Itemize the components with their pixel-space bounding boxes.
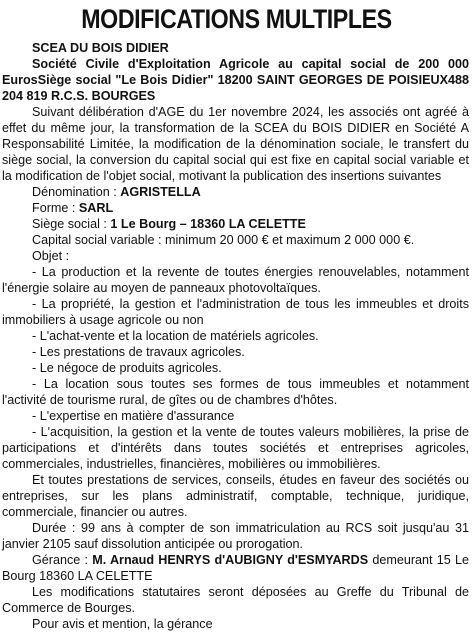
objet-item: - Les prestations de travaux agricoles. [32,345,245,359]
notice-title: MODIFICATIONS MULTIPLES [81,4,392,34]
notice-body [2,40,469,632]
objet-item: - La production et la revente de toutes énergies renouvelables, notamment l'énergie solaire au moyen de panneaux photovoltaïques. [2,265,469,295]
intro-paragraph: Suivant délibération d'AGE du 1er novembre 2024, les associés ont agréé à effet du même jour, la transformation de la SCEA du BOIS DIDIER en Société A Responsabilité Limitée, la modification de la dénomination sociale, le transfert du siège social, la conversion du capital social qui est fixe en capital social variable et la modification de l'objet social, motivant la publication des insertions suivantes [2,105,469,183]
objet-item: - La location sous toutes ses formes de tous immeubles et notamment l'activité de tourisme rural, de gîtes ou de chambres d'hôtes. [2,377,469,407]
objet-item: - La propriété, la gestion et l'administration de tous les immeubles et droits immobiliers à usage agricole ou non [2,297,469,327]
duree-paragraph: Durée : 99 ans à compter de son immatriculation au RCS soit jusqu'au 31 janvier 2105 sauf dissolution anticipée ou prorogation. [2,521,469,551]
gerant-name: M. Arnaud HENRYS d'AUBIGNY d'ESMYARDS [92,553,369,567]
forme-line [2,200,469,216]
objet-item: - L'achat-vente et la location de matériels agricoles. [32,329,319,343]
forme-value: SARL [78,201,114,215]
closing-line: Pour avis et mention, la gérance [32,617,213,631]
gerance-paragraph [2,552,469,584]
denomination-line [2,184,469,200]
company-name: SCEA DU BOIS DIDIER [32,41,169,55]
objet-label: Objet : [32,249,70,263]
prestations-paragraph: Et toutes prestations de services, conseils, études en faveur des sociétés ou entreprises, sur les plans administratif, comptable, technique, juridique, commerciale, financier ou autres. [2,473,469,519]
objet-item: - L'expertise en matière d'assurance [32,409,235,423]
denomination-label: Dénomination : [32,185,121,199]
capital-line: Capital social variable : minimum 20 000 € et maximum 2 000 000 €. [32,233,415,247]
objet-item: - L'acquisition, la gestion et la vente de toutes valeurs mobilières, la prise de participations et d'intérêts dans toutes sociétés et entreprises agricoles, commerciales, industrielles, financières, mobilières ou immobilières. [2,425,469,471]
gerant-address: demeurant 15 Le Bourg 18360 LA CELETTE [2,553,469,583]
gerance-label: Gérance : [32,553,93,567]
denomination-value: AGRISTELLA [120,185,201,199]
company-details: Société Civile d'Exploitation Agricole au capital social de 200 000 EurosSiège social "Le Bois Didier" 18200 SAINT GEORGES DE POISIEUX488 204 819 R.C.S. BOURGES [2,57,469,103]
siege-line [2,216,469,232]
siege-label: Siège social : [32,217,111,231]
depot-paragraph: Les modifications statutaires seront déposées au Greffe du Tribunal de Commerce de Bourges. [2,585,469,615]
objet-item: - Le négoce de produits agricoles. [32,361,222,375]
forme-label: Forme : [32,201,79,215]
siege-value: 1 Le Bourg – 18360 LA CELETTE [110,217,306,231]
